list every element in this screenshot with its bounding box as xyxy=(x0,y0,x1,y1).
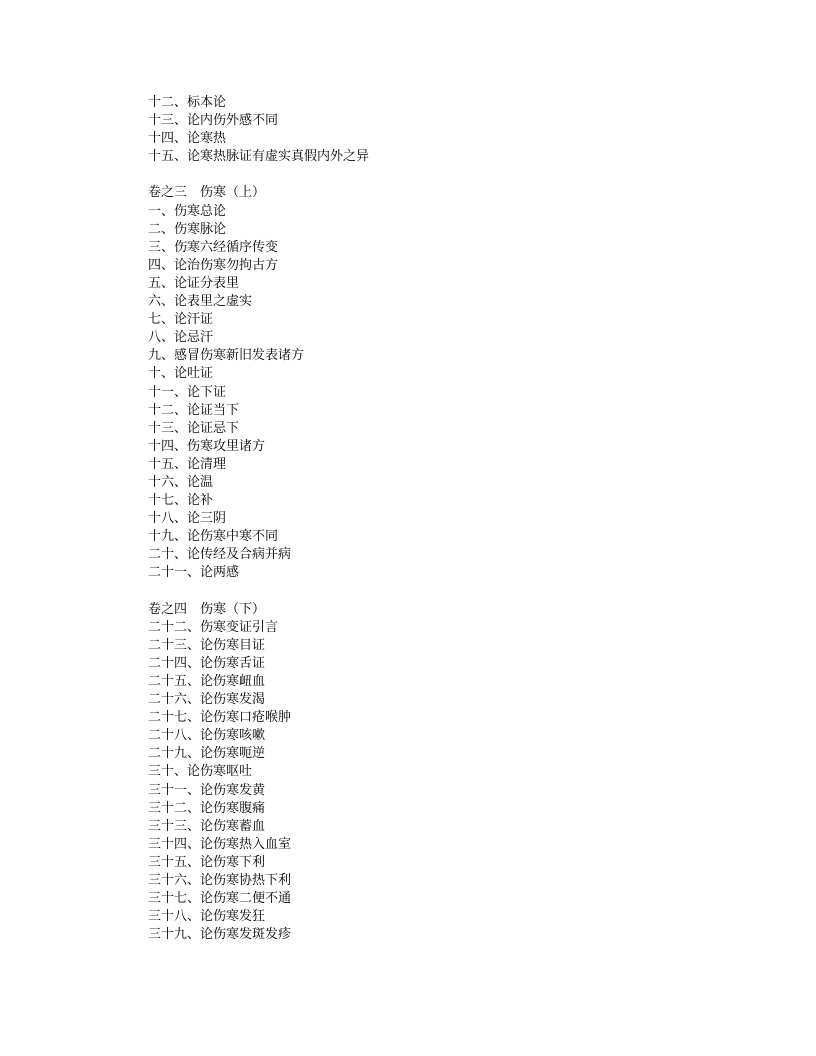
toc-item: 三十一、论伤寒发黄 xyxy=(148,782,266,798)
toc-item: 十七、论补 xyxy=(148,493,214,509)
toc-item: 二十六、论伤寒发渴 xyxy=(148,692,266,708)
toc-item: 二十一、论两感 xyxy=(148,565,240,581)
toc-section-volume-3 xyxy=(148,184,748,582)
toc-item: 十五、论寒热脉证有虚实真假内外之异 xyxy=(148,149,370,165)
toc-item: 二十、论传经及合病并病 xyxy=(148,547,292,563)
toc-item: 三十六、论伤寒协热下利 xyxy=(148,873,292,889)
toc-item: 六、论表里之虚实 xyxy=(148,294,253,310)
toc-item: 二十五、论伤寒衄血 xyxy=(148,674,266,689)
section-gap xyxy=(148,166,748,184)
toc-item: 二十八、论伤寒咳嗽 xyxy=(148,728,266,744)
toc-item: 十四、论寒热 xyxy=(148,131,227,147)
toc-item: 三十二、论伤寒腹痛 xyxy=(148,800,266,816)
toc-item: 十、论吐证 xyxy=(148,366,214,382)
toc-item: 三十七、论伤寒二便不通 xyxy=(148,891,292,907)
toc-item: 二十七、论伤寒口疮喉肿 xyxy=(148,710,292,726)
toc-item: 九、感冒伤寒新旧发表诸方 xyxy=(148,348,305,364)
toc-item: 十二、标本论 xyxy=(148,95,227,110)
section-gap xyxy=(148,583,748,601)
toc-item: 三十、论伤寒呕吐 xyxy=(148,764,253,780)
toc-item: 十四、伤寒攻里诸方 xyxy=(148,438,266,454)
table-of-contents xyxy=(148,94,748,944)
toc-item: 三十九、论伤寒发斑发疹 xyxy=(148,927,292,943)
toc-item: 五、论证分表里 xyxy=(148,275,240,291)
toc-item: 十三、论证忌下 xyxy=(148,420,240,436)
toc-item: 二十四、论伤寒舌证 xyxy=(148,655,266,671)
toc-item: 十一、论下证 xyxy=(148,384,227,400)
volume-heading: 卷之三 伤寒（上） xyxy=(148,185,266,201)
toc-item: 十九、论伤寒中寒不同 xyxy=(148,529,279,545)
toc-item: 三、伤寒六经循序传变 xyxy=(148,239,279,255)
toc-item: 十六、论温 xyxy=(148,474,214,490)
toc-item: 二十三、论伤寒目证 xyxy=(148,637,266,653)
toc-section-volume-4 xyxy=(148,601,748,945)
toc-item: 十八、论三阴 xyxy=(148,511,227,527)
toc-item: 二、伤寒脉论 xyxy=(148,221,227,237)
toc-item: 十二、论证当下 xyxy=(148,402,240,418)
toc-item: 七、论汗证 xyxy=(148,312,214,328)
toc-item: 三十三、论伤寒蓄血 xyxy=(148,818,266,834)
toc-item: 二十二、伤寒变证引言 xyxy=(148,619,279,635)
toc-item: 十五、论清理 xyxy=(148,456,227,472)
toc-item: 十三、论内伤外感不同 xyxy=(148,113,279,129)
toc-section-continued xyxy=(148,94,748,166)
toc-item: 三十八、论伤寒发狂 xyxy=(148,909,266,925)
toc-item: 二十九、论伤寒呃逆 xyxy=(148,746,266,762)
toc-item: 八、论忌汗 xyxy=(148,330,214,346)
toc-item: 三十四、论伤寒热入血室 xyxy=(148,836,292,852)
volume-heading: 卷之四 伤寒（下） xyxy=(148,601,266,617)
toc-item: 四、论治伤寒勿拘古方 xyxy=(148,257,279,273)
toc-item: 一、伤寒总论 xyxy=(148,203,227,219)
toc-item: 三十五、论伤寒下利 xyxy=(148,854,266,870)
